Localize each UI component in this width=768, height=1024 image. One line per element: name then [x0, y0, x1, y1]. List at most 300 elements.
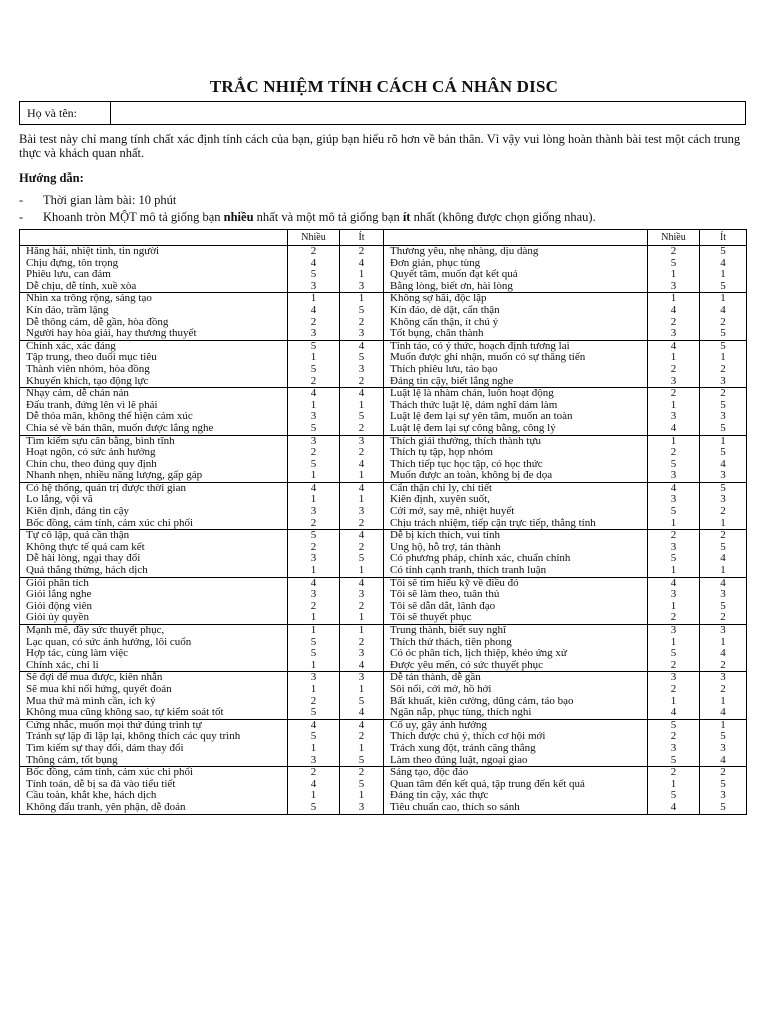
row-desc-left[interactable]: Kín đáo, trầm lặng	[26, 304, 109, 316]
instruction-bold-least: ít	[402, 210, 411, 224]
row-least-right: 3	[700, 625, 747, 637]
row-least-left: 1	[340, 612, 384, 624]
row-least-right: 5	[700, 400, 747, 412]
row-most-left: 1	[288, 625, 340, 637]
row-least-left: 1	[340, 565, 384, 577]
table-row	[20, 589, 747, 601]
row-desc-left[interactable]: Sẽ đợi để mua được, kiên nhẫn	[20, 672, 288, 684]
row-desc-left[interactable]: Tìm kiếm sựu cân bằng, bình tĩnh	[20, 435, 288, 447]
row-least-right: 3	[700, 411, 747, 423]
row-least-right: 3	[700, 672, 747, 684]
table-row	[20, 660, 747, 672]
table-row	[20, 400, 747, 412]
row-desc-right[interactable]: Dễ tán thành, dễ gần	[384, 672, 648, 684]
row-desc-left[interactable]: Nhìn xa trông rộng, sáng tạo	[20, 293, 288, 305]
row-desc-right[interactable]: Có óc phân tích, lịch thiệp, khéo ứng xử	[384, 648, 648, 660]
row-most-left: 3	[288, 672, 340, 684]
row-desc-left[interactable]: Thành viên nhóm, hòa đồng	[26, 363, 150, 375]
row-most-right: 1	[648, 637, 700, 649]
row-desc-left[interactable]: Chín chu, theo đúng quy định	[26, 458, 157, 470]
row-most-right: 1	[648, 352, 700, 364]
row-desc-left[interactable]: Không thực tế quá cam kết	[26, 541, 145, 553]
row-least-left: 5	[340, 305, 384, 317]
row-desc-right[interactable]: Không sợ hãi, độc lập	[384, 293, 648, 305]
table-row	[20, 648, 747, 660]
row-desc-right[interactable]: Thích tụ tập, họp nhóm	[384, 447, 648, 459]
row-most-right: 4	[648, 707, 700, 719]
row-desc-right[interactable]: Tốt bụng, chân thành	[384, 328, 648, 340]
row-most-left: 3	[288, 506, 340, 518]
row-most-right: 1	[648, 779, 700, 791]
row-desc-left[interactable]: Dễ hài lòng, ngại thay đổi	[26, 553, 141, 565]
row-most-left: 5	[288, 637, 340, 649]
row-most-left: 3	[288, 328, 340, 340]
row-most-left: 1	[288, 790, 340, 802]
row-desc-left[interactable]: Tập trung, theo đuổi mục tiêu	[26, 352, 157, 364]
instruction-bold-most: nhiều	[223, 210, 254, 224]
intro-paragraph: Bài test này chỉ mang tính chất xác định tính cách của bạn, giúp bạn hiểu rõ hơn về bản thân. Vì vậy vui lòng hoàn thành bài test một cách trung thực và khách quan nhất.	[19, 132, 741, 160]
row-desc-right[interactable]: Muốn được ghi nhận, muốn có sự thăng tiến	[384, 352, 648, 364]
row-least-left: 4	[340, 577, 384, 589]
row-least-left: 2	[340, 542, 384, 554]
row-most-left: 1	[288, 470, 340, 482]
row-least-right: 2	[700, 767, 747, 779]
row-least-left: 3	[340, 506, 384, 518]
table-row	[20, 672, 747, 684]
row-least-right: 3	[700, 743, 747, 755]
row-desc-right[interactable]: Kín đáo, dè dặt, cẩn thận	[384, 305, 648, 317]
row-least-right: 1	[700, 696, 747, 708]
header-desc-right	[384, 230, 648, 246]
row-most-left: 1	[288, 293, 340, 305]
row-least-left: 3	[340, 435, 384, 447]
row-least-right: 1	[700, 637, 747, 649]
table-row	[20, 340, 747, 352]
row-desc-right[interactable]: Bất khuất, kiên cường, dũng cảm, táo bạo	[384, 696, 648, 708]
row-desc-right[interactable]: Cẩn thận chi ly, chi tiết	[384, 482, 648, 494]
table-row	[20, 459, 747, 471]
row-desc-left[interactable]: Bốc đồng, cảm tính, cảm xúc chi phối	[20, 767, 288, 779]
row-desc-left[interactable]: Tránh sự lặp đi lặp lại, không thích các quy trình	[26, 731, 241, 743]
row-least-right: 2	[700, 530, 747, 542]
row-desc-right[interactable]: Luật lệ đem lại sự yên tâm, muốn an toàn	[384, 411, 648, 423]
header-least-left: Ít	[340, 230, 384, 246]
row-desc-left[interactable]: Thông cảm, tốt bụng	[26, 754, 118, 766]
instruction-text	[43, 210, 596, 225]
row-least-left: 4	[340, 388, 384, 400]
row-desc-right[interactable]: Sáng tạo, độc đáo	[384, 767, 648, 779]
row-desc-right[interactable]: Thương yêu, nhẹ nhàng, dịu dàng	[384, 246, 648, 258]
row-desc-right[interactable]: Tỉnh táo, có ý thức, hoạch định tương lai	[384, 340, 648, 352]
row-least-left: 5	[340, 411, 384, 423]
row-desc-left[interactable]: Đấu tranh, đứng lên vì lẽ phải	[26, 399, 158, 411]
row-least-right: 2	[700, 660, 747, 672]
row-desc-right[interactable]: Thích phiêu lưu, táo bạo	[384, 364, 648, 376]
row-least-right: 5	[700, 423, 747, 435]
row-desc-left[interactable]: Phiêu lưu, can đảm	[26, 269, 111, 281]
row-most-left: 2	[288, 767, 340, 779]
row-most-left: 2	[288, 696, 340, 708]
row-most-right: 4	[648, 802, 700, 814]
row-desc-right[interactable]: Trung thành, biết suy nghĩ	[384, 625, 648, 637]
row-most-left: 5	[288, 340, 340, 352]
row-most-left: 3	[288, 755, 340, 767]
header-least-right: Ít	[700, 230, 747, 246]
row-least-right: 5	[700, 542, 747, 554]
name-field[interactable]	[19, 101, 746, 125]
row-least-right: 2	[700, 388, 747, 400]
row-least-right: 2	[700, 364, 747, 376]
table-row	[20, 625, 747, 637]
row-least-right: 3	[700, 470, 747, 482]
disc-table	[19, 229, 747, 815]
row-least-left: 5	[340, 352, 384, 364]
row-most-right: 4	[648, 482, 700, 494]
row-desc-right[interactable]: Bằng lòng, biết ơn, hài lòng	[384, 281, 648, 293]
row-most-right: 3	[648, 589, 700, 601]
row-most-right: 2	[648, 447, 700, 459]
row-least-left: 1	[340, 400, 384, 412]
row-most-right: 1	[648, 293, 700, 305]
instruction-text-part: nhất và một mô tả giống bạn	[253, 210, 403, 224]
row-desc-right[interactable]: Tôi sẽ tìm hiểu kỹ về điều đó	[384, 577, 648, 589]
table-row	[20, 258, 747, 270]
table-row	[20, 305, 747, 317]
row-least-left: 4	[340, 340, 384, 352]
row-least-left: 2	[340, 767, 384, 779]
row-least-left: 2	[340, 317, 384, 329]
row-least-right: 4	[700, 648, 747, 660]
name-label: Họ và tên:	[20, 102, 111, 124]
row-desc-left[interactable]: Dễ thông cảm, dễ gần, hòa đồng	[26, 316, 169, 328]
row-most-left: 3	[288, 553, 340, 565]
row-most-right: 3	[648, 411, 700, 423]
row-most-right: 3	[648, 542, 700, 554]
row-least-right: 3	[700, 589, 747, 601]
table-header-row	[20, 230, 747, 246]
row-desc-right[interactable]: Dễ bị kích thích, vui tính	[384, 530, 648, 542]
row-least-left: 4	[340, 459, 384, 471]
table-row	[20, 743, 747, 755]
row-desc-left[interactable]: Giỏi lắng nghe	[26, 589, 92, 601]
row-least-right: 4	[700, 755, 747, 767]
row-most-left: 1	[288, 400, 340, 412]
table-row	[20, 731, 747, 743]
header-most-right: Nhiều	[648, 230, 700, 246]
row-least-left: 4	[340, 482, 384, 494]
row-desc-right[interactable]: Có phương pháp, chính xác, chuẩn chỉnh	[384, 553, 648, 565]
row-most-left: 4	[288, 258, 340, 270]
header-desc-left	[20, 230, 288, 246]
table-row	[20, 518, 747, 530]
table-row	[20, 755, 747, 767]
instruction-text-part: nhất (không được chọn giống nhau).	[410, 210, 596, 224]
row-least-left: 2	[340, 601, 384, 613]
document-title: TRẮC NHIỆM TÍNH CÁCH CÁ NHÂN DISC	[209, 77, 559, 96]
table-row	[20, 565, 747, 577]
row-most-right: 5	[648, 790, 700, 802]
row-desc-left[interactable]: Hoạt ngôn, có sức ảnh hưởng	[26, 447, 156, 459]
table-row	[20, 637, 747, 649]
row-most-right: 2	[648, 612, 700, 624]
row-desc-left[interactable]: Khuyến khích, tạo động lực	[26, 375, 149, 387]
row-desc-right[interactable]: Tiêu chuẩn cao, thích so sánh	[384, 802, 648, 814]
row-most-right: 1	[648, 435, 700, 447]
row-desc-right[interactable]: Kiên định, xuyên suốt,	[384, 494, 648, 506]
row-desc-left[interactable]: Giỏi phân tích	[20, 577, 288, 589]
row-least-left: 5	[340, 779, 384, 791]
row-most-right: 3	[648, 625, 700, 637]
row-least-left: 1	[340, 743, 384, 755]
row-desc-left[interactable]: Hăng hái, nhiệt tình, tin người	[20, 246, 288, 258]
row-least-right: 4	[700, 258, 747, 270]
row-least-right: 4	[700, 305, 747, 317]
row-desc-right[interactable]: Ngăn nắp, phục tùng, thích nghi	[384, 707, 648, 719]
table-row	[20, 411, 747, 423]
row-desc-right[interactable]: Tôi sẽ dẫn dắt, lãnh đạo	[384, 601, 648, 613]
row-desc-right[interactable]: Được yêu mến, có sức thuyết phục	[384, 660, 648, 672]
row-least-right: 1	[700, 352, 747, 364]
row-desc-left[interactable]: Mạnh mẽ, đầy sức thuyết phục,	[20, 625, 288, 637]
dash-marker: -	[19, 210, 24, 224]
row-desc-left[interactable]: Mua thứ mà mình cần, ích kỷ	[26, 695, 156, 707]
dash-marker: -	[19, 193, 24, 207]
row-least-right: 2	[700, 317, 747, 329]
table-row	[20, 435, 747, 447]
row-desc-right[interactable]: Làm theo đúng luật, ngoại giao	[384, 755, 648, 767]
row-least-right: 5	[700, 246, 747, 258]
row-most-right: 1	[648, 601, 700, 613]
row-most-right: 5	[648, 553, 700, 565]
row-desc-left[interactable]: Kiên định, đáng tin cậy	[26, 506, 129, 518]
row-desc-left[interactable]: Chính xác, xác đáng	[20, 340, 288, 352]
row-most-right: 3	[648, 376, 700, 388]
row-least-left: 4	[340, 707, 384, 719]
row-most-right: 5	[648, 719, 700, 731]
row-desc-left[interactable]: Nhanh nhẹn, nhiều năng lượng, gấp gáp	[26, 470, 203, 482]
row-most-left: 4	[288, 305, 340, 317]
row-most-right: 4	[648, 340, 700, 352]
row-desc-right[interactable]: Trách xung đột, tránh căng thẳng	[384, 743, 648, 755]
row-least-right: 5	[700, 779, 747, 791]
row-most-left: 5	[288, 530, 340, 542]
row-least-right: 5	[700, 447, 747, 459]
row-least-left: 1	[340, 494, 384, 506]
row-desc-right[interactable]: Quyết tâm, muốn đạt kết quả	[384, 269, 648, 281]
row-desc-left[interactable]: Người hay hòa giải, hay thương thuyết	[26, 328, 197, 340]
row-desc-right[interactable]: Cởi mở, say mê, nhiệt huyết	[384, 506, 648, 518]
row-most-left: 2	[288, 601, 340, 613]
row-desc-right[interactable]: Đáng tin cậy, xác thực	[384, 790, 648, 802]
table-row	[20, 767, 747, 779]
row-desc-left[interactable]: Lạc quan, có sức ảnh hưởng, lôi cuốn	[26, 636, 192, 648]
row-least-right: 1	[700, 565, 747, 577]
row-most-left: 1	[288, 743, 340, 755]
row-least-left: 5	[340, 755, 384, 767]
table-row	[20, 293, 747, 305]
row-desc-left[interactable]: Lo lắng, vội vã	[26, 494, 93, 506]
row-most-right: 3	[648, 743, 700, 755]
row-most-right: 2	[648, 684, 700, 696]
row-desc-left[interactable]: Tìm kiếm sự thay đổi, dám thay đổi	[26, 742, 184, 754]
table-row	[20, 470, 747, 482]
row-most-left: 4	[288, 482, 340, 494]
row-desc-right[interactable]: Thích giải thưởng, thích thành tựu	[384, 435, 648, 447]
row-most-right: 2	[648, 317, 700, 329]
row-desc-left[interactable]: Giỏi ủy quyền	[26, 612, 89, 624]
row-most-right: 5	[648, 755, 700, 767]
header-most-left: Nhiều	[288, 230, 340, 246]
row-desc-left[interactable]: Sẽ mua khi nổi hứng, quyết đoán	[26, 683, 172, 695]
row-least-left: 1	[340, 625, 384, 637]
row-desc-left[interactable]: Cứng nhắc, muốn mọi thứ đúng trình tự	[20, 719, 288, 731]
row-desc-left[interactable]: Chia sẻ về bản thân, muốn được lắng nghe	[26, 422, 214, 434]
row-most-left: 5	[288, 731, 340, 743]
row-desc-right[interactable]: Chịu trách nhiệm, tiếp cận trực tiếp, thẳng tính	[384, 518, 648, 530]
row-desc-right[interactable]: Cố uy, gây ảnh hưởng	[384, 719, 648, 731]
row-most-left: 4	[288, 388, 340, 400]
table-row	[20, 553, 747, 565]
row-most-left: 5	[288, 423, 340, 435]
row-desc-left[interactable]: Tự cô lập, quả cần thận	[20, 530, 288, 542]
row-most-right: 3	[648, 672, 700, 684]
row-most-right: 2	[648, 767, 700, 779]
table-row	[20, 577, 747, 589]
table-row	[20, 423, 747, 435]
row-most-right: 1	[648, 565, 700, 577]
row-desc-right[interactable]: Có tính cạnh tranh, thích tranh luận	[384, 565, 648, 577]
row-desc-left[interactable]: Hợp tác, cùng làm việc	[26, 648, 129, 660]
row-desc-right[interactable]: Không cẩn thận, ít chú ý	[384, 317, 648, 329]
row-desc-right[interactable]: Luật lệ đem lại sự công bằng, công lý	[384, 423, 648, 435]
row-desc-left[interactable]: Không mua cũng không sao, tự kiểm soát tốt	[26, 707, 224, 719]
row-most-left: 5	[288, 648, 340, 660]
row-least-right: 5	[700, 340, 747, 352]
row-most-left: 4	[288, 719, 340, 731]
row-least-left: 2	[340, 637, 384, 649]
row-most-left: 2	[288, 317, 340, 329]
table-row	[20, 281, 747, 293]
row-least-left: 1	[340, 293, 384, 305]
row-least-right: 2	[700, 684, 747, 696]
row-desc-left[interactable]: Dễ thỏa mãn, không thể hiện cảm xúc	[26, 411, 193, 423]
row-desc-left[interactable]: Quả thẳng thừng, hách dịch	[26, 565, 148, 577]
row-least-left: 4	[340, 530, 384, 542]
row-least-right: 5	[700, 482, 747, 494]
row-desc-left[interactable]: Giỏi động viên	[26, 600, 92, 612]
row-desc-left[interactable]: Bốc đồng, cảm tính, cảm xúc chi phối	[26, 517, 194, 529]
row-least-right: 1	[700, 269, 747, 281]
row-desc-right[interactable]: Luật lệ là nhàm chán, luôn hoạt động	[384, 388, 648, 400]
table-row	[20, 447, 747, 459]
row-desc-left[interactable]: Dễ chịu, dễ tính, xuề xòa	[26, 280, 137, 292]
row-least-left: 4	[340, 258, 384, 270]
row-desc-left[interactable]: Chịu đựng, tôn trọng	[26, 257, 119, 269]
row-desc-right[interactable]: Tôi sẽ thuyết phục	[384, 612, 648, 624]
row-desc-left[interactable]: Không đấu tranh, yên phận, dễ đoán	[26, 801, 186, 813]
row-most-right: 5	[648, 258, 700, 270]
row-least-right: 1	[700, 518, 747, 530]
row-most-right: 5	[648, 506, 700, 518]
row-most-left: 1	[288, 660, 340, 672]
row-least-left: 1	[340, 790, 384, 802]
table-row	[20, 364, 747, 376]
row-desc-left[interactable]: Cầu toàn, khắt khe, hách dịch	[26, 790, 157, 802]
table-row	[20, 352, 747, 364]
row-desc-left[interactable]: Tính toán, dễ bị sa đà vào tiểu tiết	[26, 778, 176, 790]
row-desc-right[interactable]: Ủng hộ, hỗ trợ, tán thành	[384, 542, 648, 554]
row-most-left: 1	[288, 612, 340, 624]
row-least-left: 3	[340, 672, 384, 684]
row-desc-right[interactable]: Quan tâm đến kết quả, tập trung đến kết quả	[384, 779, 648, 791]
row-desc-right[interactable]: Thách thức luật lệ, dám nghĩ dám làm	[384, 400, 648, 412]
row-desc-right[interactable]: Đáng tin cậy, biết lắng nghe	[384, 376, 648, 388]
row-most-right: 5	[648, 648, 700, 660]
row-least-right: 1	[700, 293, 747, 305]
row-least-left: 2	[340, 376, 384, 388]
row-most-right: 5	[648, 459, 700, 471]
row-desc-right[interactable]: Thích được chú ý, thích cơ hội mới	[384, 731, 648, 743]
row-least-right: 4	[700, 707, 747, 719]
row-least-left: 3	[340, 589, 384, 601]
table-row	[20, 506, 747, 518]
row-desc-right[interactable]: Thích thử thách, tiên phong	[384, 637, 648, 649]
table-row	[20, 246, 747, 258]
instructions-heading: Hướng dẫn:	[19, 171, 84, 185]
row-least-right: 3	[700, 790, 747, 802]
row-least-right: 5	[700, 281, 747, 293]
row-least-left: 1	[340, 470, 384, 482]
row-most-left: 5	[288, 802, 340, 814]
row-most-right: 4	[648, 423, 700, 435]
row-desc-right[interactable]: Sôi nổi, cởi mở, hồ hởi	[384, 684, 648, 696]
row-most-right: 3	[648, 328, 700, 340]
row-most-left: 4	[288, 779, 340, 791]
row-least-right: 1	[700, 719, 747, 731]
table-row	[20, 388, 747, 400]
row-desc-right[interactable]: Đơn giản, phục tùng	[384, 258, 648, 270]
table-row	[20, 612, 747, 624]
row-most-right: 1	[648, 518, 700, 530]
table-row	[20, 719, 747, 731]
row-desc-right[interactable]: Thích tiếp tục học tập, có học thức	[384, 459, 648, 471]
table-row	[20, 707, 747, 719]
row-most-right: 2	[648, 246, 700, 258]
row-most-left: 3	[288, 411, 340, 423]
row-least-left: 1	[340, 684, 384, 696]
row-most-left: 2	[288, 542, 340, 554]
table-row	[20, 542, 747, 554]
row-desc-left[interactable]: Nhạy cảm, dễ chán nản	[20, 388, 288, 400]
row-least-left: 2	[340, 447, 384, 459]
row-least-left: 3	[340, 364, 384, 376]
row-desc-left[interactable]: Có hệ thống, quản trị được thời gian	[20, 482, 288, 494]
row-desc-right[interactable]: Tôi sẽ làm theo, tuân thủ	[384, 589, 648, 601]
row-least-left: 2	[340, 246, 384, 258]
row-least-right: 4	[700, 577, 747, 589]
row-least-left: 3	[340, 281, 384, 293]
row-least-left: 1	[340, 269, 384, 281]
row-least-left: 2	[340, 423, 384, 435]
row-most-left: 2	[288, 447, 340, 459]
row-most-right: 4	[648, 577, 700, 589]
row-desc-left[interactable]: Chính xác, chi li	[26, 659, 99, 671]
row-most-right: 3	[648, 470, 700, 482]
row-least-right: 3	[700, 494, 747, 506]
row-most-left: 1	[288, 494, 340, 506]
row-desc-right[interactable]: Muốn được an toàn, không bị đe dọa	[384, 470, 648, 482]
row-most-left: 1	[288, 565, 340, 577]
